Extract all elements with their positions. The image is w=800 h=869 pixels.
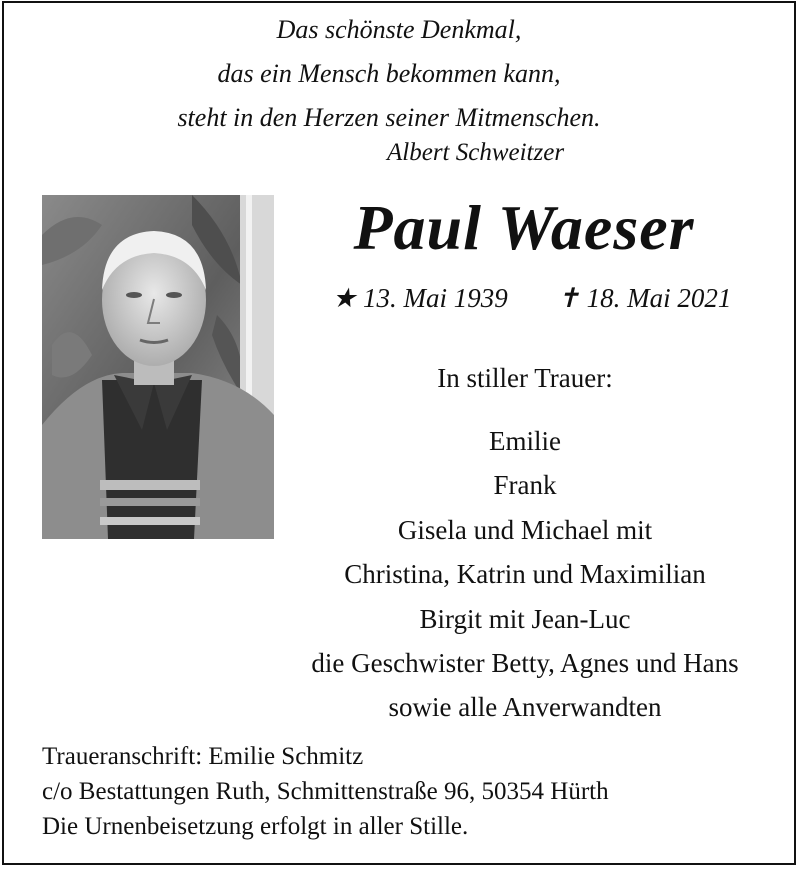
address-line: c/o Bestattungen Ruth, Schmittenstraße 96, 50354 Hürth (42, 778, 609, 805)
address-line: Traueranschrift: Emilie Schmitz (42, 743, 364, 770)
quote-line-1: Das schönste Denkmal, (276, 15, 522, 44)
obituary-notice (2, 1, 796, 865)
death-date: 18. Mai 2021 (586, 283, 732, 313)
mourner-line: die Geschwister Betty, Agnes und Hans (311, 648, 739, 679)
mourning-address-block (42, 739, 609, 844)
deceased-name: Paul Waeser (353, 192, 695, 263)
cross-icon: ✝ (557, 283, 580, 313)
mourner-line: Emilie (489, 426, 561, 456)
mourning-heading: In stiller Trauer: (437, 363, 613, 393)
quote-line-2: das ein Mensch bekommen kann, (217, 59, 561, 88)
quote-author: Albert Schweitzer (387, 139, 565, 166)
mourner-line: Frank (493, 470, 557, 501)
mourner-line: Christina, Katrin und Maximilian (344, 559, 706, 590)
mourner-line: Gisela und Michael mit (397, 514, 653, 545)
burial-note: Die Urnenbeisetzung erfolgt in aller Stille. (42, 813, 469, 840)
star-icon: ★ (332, 283, 357, 313)
mourner-line: Birgit mit Jean-Luc (419, 603, 631, 634)
mourners-list (252, 419, 798, 730)
mourner-line: sowie alle Anverwandten (388, 692, 662, 723)
life-dates (332, 283, 731, 314)
birth-date: 13. Mai 1939 (362, 283, 508, 313)
portrait-photo (42, 195, 274, 539)
quote-line-3: steht in den Herzen seiner Mitmenschen. (177, 103, 601, 132)
